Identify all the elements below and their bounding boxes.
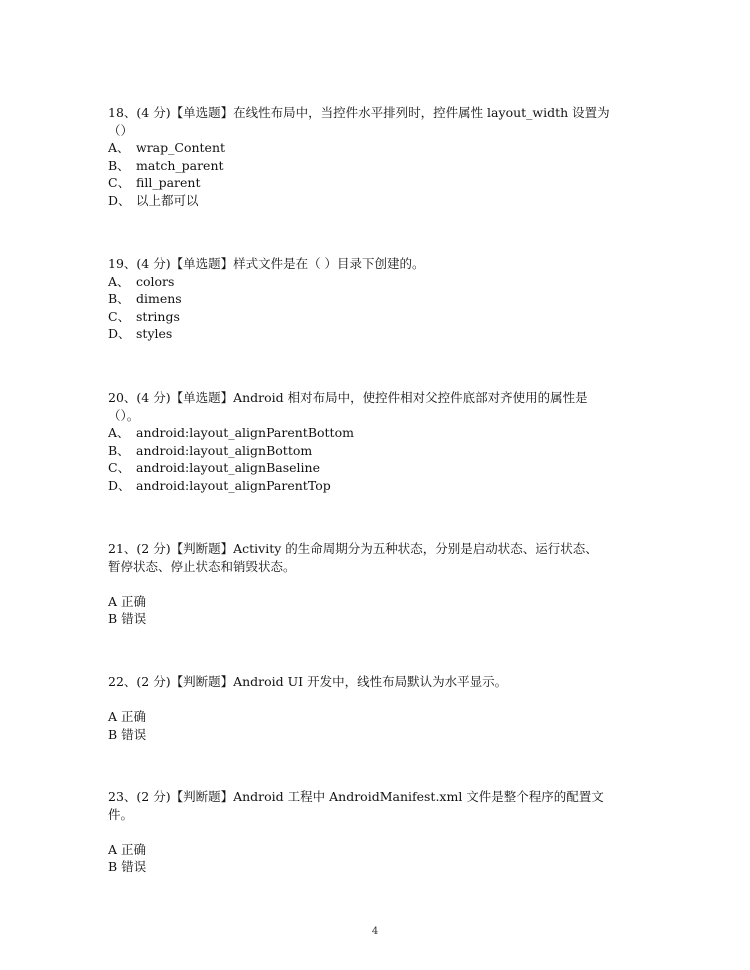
question-23 — [108, 788, 648, 876]
option-text: android:layout_alignBaseline — [136, 460, 320, 475]
option-c — [108, 459, 648, 477]
option-letter: A、 — [108, 140, 130, 155]
option-text: 以上都可以 — [136, 192, 199, 208]
option-text: 错误 — [121, 859, 147, 874]
option-letter: B、 — [108, 291, 130, 306]
stem-line: 22、(2 分)【判断题】Android UI 开发中，线性布局默认为水平显示。 — [108, 674, 508, 689]
question-stem — [108, 104, 648, 139]
option-d — [108, 192, 648, 210]
question-stem — [108, 673, 648, 691]
option-text: 错误 — [121, 726, 147, 742]
option-letter: B、 — [108, 442, 130, 458]
stem-line: 暂停状态、停止状态和销毁状态。 — [108, 558, 296, 574]
option-d — [108, 477, 648, 495]
option-list — [108, 708, 648, 743]
option-text: 正确 — [121, 709, 147, 724]
option-a — [108, 841, 648, 859]
option-text: wrap_Content — [136, 140, 226, 155]
option-text: match_parent — [136, 157, 224, 173]
option-text: dimens — [136, 291, 182, 306]
stem-line: 20、(4 分)【单选题】Android 相对布局中，使控件相对父控件底部对齐使用的属性是 — [108, 390, 588, 405]
question-stem — [108, 788, 648, 823]
option-list — [108, 593, 648, 628]
option-a — [108, 708, 648, 726]
option-letter: D、 — [108, 326, 131, 341]
option-letter: C、 — [108, 175, 131, 190]
option-letter: A — [108, 841, 118, 857]
option-b — [108, 726, 648, 744]
stem-line: 件。 — [108, 806, 134, 822]
stem-line: 18、(4 分)【单选题】在线性布局中，当控件水平排列时，控件属性 layout_width 设置为 — [108, 105, 610, 120]
option-text: 错误 — [121, 611, 147, 626]
option-letter: B — [108, 611, 118, 626]
question-stem — [108, 255, 648, 273]
stem-line: （） — [108, 122, 134, 138]
option-b — [108, 442, 648, 460]
question-21 — [108, 540, 648, 628]
stem-line: 23、(2 分)【判断题】Android 工程中 AndroidManifest.xml 文件是整个程序的配置文 — [108, 789, 604, 804]
option-text: colors — [136, 273, 175, 289]
question-stem — [108, 389, 648, 424]
option-a — [108, 273, 648, 291]
option-list — [108, 139, 648, 209]
question-18 — [108, 104, 648, 209]
option-b — [108, 290, 648, 308]
stem-line: （）。 — [108, 407, 140, 423]
option-letter: A — [108, 709, 118, 724]
option-text: android:layout_alignBottom — [136, 442, 313, 458]
option-text: 正确 — [121, 841, 147, 857]
option-c — [108, 308, 648, 326]
option-text: strings — [136, 308, 180, 324]
option-text: styles — [136, 326, 173, 341]
option-list — [108, 841, 648, 876]
option-d — [108, 325, 648, 343]
option-list — [108, 424, 648, 494]
option-letter: B、 — [108, 157, 130, 173]
option-text: fill_parent — [136, 175, 201, 190]
option-b — [108, 610, 648, 628]
option-text: 正确 — [121, 593, 147, 609]
option-letter: D、 — [108, 477, 131, 493]
question-20 — [108, 389, 648, 494]
option-letter: D、 — [108, 192, 131, 208]
option-b — [108, 858, 648, 876]
option-letter: B — [108, 726, 118, 742]
question-19 — [108, 255, 648, 343]
option-letter: A、 — [108, 273, 130, 289]
stem-line: 19、(4 分)【单选题】样式文件是在（ ）目录下创建的。 — [108, 256, 425, 271]
option-letter: C、 — [108, 308, 131, 324]
option-b — [108, 157, 648, 175]
option-letter: A、 — [108, 425, 130, 440]
option-text: android:layout_alignParentBottom — [136, 425, 354, 440]
option-c — [108, 174, 648, 192]
option-letter: A — [108, 593, 118, 609]
page-number: 4 — [371, 926, 379, 937]
option-text: android:layout_alignParentTop — [136, 477, 331, 493]
option-a — [108, 593, 648, 611]
question-stem — [108, 540, 648, 575]
option-letter: C、 — [108, 460, 131, 475]
option-a — [108, 139, 648, 157]
question-22 — [108, 673, 648, 743]
option-a — [108, 424, 648, 442]
option-list — [108, 273, 648, 343]
option-letter: B — [108, 859, 118, 874]
stem-line: 21、(2 分)【判断题】Activity 的生命周期分为五种状态，分别是启动状态、运行状态、 — [108, 541, 598, 556]
